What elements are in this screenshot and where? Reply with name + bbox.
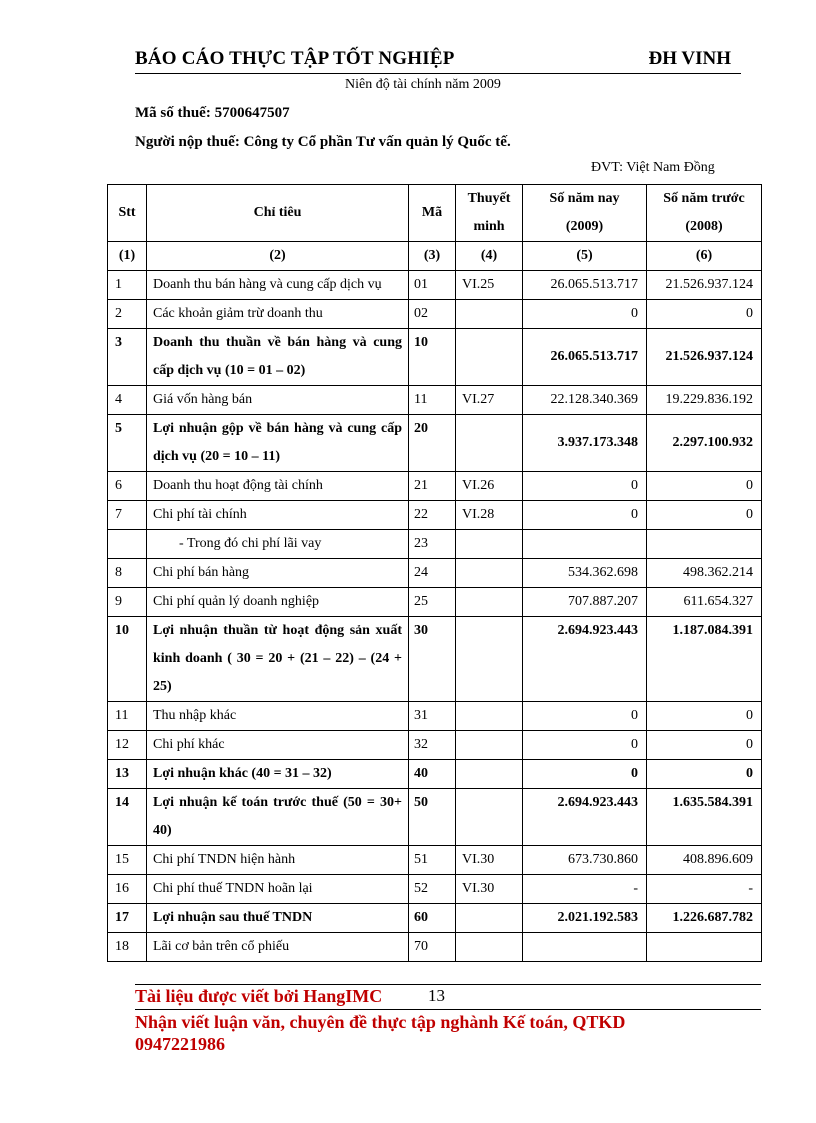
row-nam-truoc: 0 (647, 731, 762, 760)
row-stt: 7 (108, 501, 147, 530)
fiscal-year-subtitle: Niên độ tài chính năm 2009 (345, 77, 501, 92)
row-thuyet-minh: VI.30 (456, 875, 523, 904)
table-row (108, 904, 762, 933)
row-ma: 21 (409, 472, 456, 501)
header-nam-nay-line1: Số năm nay (549, 191, 620, 206)
footer-advertisement: Nhận viết luận văn, chuyên đề thực tập nghành Kế toán, QTKD (135, 1012, 626, 1032)
row-thuyet-minh (456, 702, 523, 731)
footer-divider-bottom (135, 1009, 761, 1010)
currency-unit: ĐVT: Việt Nam Đồng (591, 160, 715, 175)
header-thuyet-minh-line2: minh (473, 219, 505, 234)
row-stt: 11 (108, 702, 147, 731)
footer-phone: 0947221986 (135, 1034, 225, 1054)
row-thuyet-minh: VI.26 (456, 472, 523, 501)
row-thuyet-minh: VI.28 (456, 501, 523, 530)
index-cell: (5) (523, 242, 647, 271)
index-cell: (3) (409, 242, 456, 271)
row-thuyet-minh (456, 789, 523, 846)
table-row (108, 271, 762, 300)
row-chi-tieu: Chi phí thuế TNDN hoãn lại (147, 875, 409, 904)
row-ma: 30 (409, 617, 456, 702)
header-chi-tieu: Chỉ tiêu (147, 185, 409, 242)
row-nam-nay: 0 (523, 472, 647, 501)
table-row (108, 588, 762, 617)
page-number: 13 (428, 986, 445, 1005)
row-nam-nay: 534.362.698 (523, 559, 647, 588)
row-chi-tieu: Giá vốn hàng bán (147, 386, 409, 415)
header-nam-truoc-line1: Số năm trước (663, 191, 745, 206)
row-stt: 2 (108, 300, 147, 329)
row-stt: 14 (108, 789, 147, 846)
row-stt: 4 (108, 386, 147, 415)
row-nam-nay: 2.021.192.583 (523, 904, 647, 933)
row-stt: 9 (108, 588, 147, 617)
row-nam-nay (523, 530, 647, 559)
table-row (108, 530, 762, 559)
row-ma: 52 (409, 875, 456, 904)
row-chi-tieu: Chi phí tài chính (147, 501, 409, 530)
income-statement-table (107, 184, 762, 962)
row-nam-truoc (647, 530, 762, 559)
row-stt: 18 (108, 933, 147, 962)
row-ma: 20 (409, 415, 456, 472)
row-nam-truoc: 0 (647, 702, 762, 731)
page-header (135, 48, 741, 72)
header-nam-truoc-line2: (2008) (685, 219, 723, 234)
row-thuyet-minh (456, 415, 523, 472)
row-nam-nay: 673.730.860 (523, 846, 647, 875)
row-ma: 02 (409, 300, 456, 329)
row-ma: 32 (409, 731, 456, 760)
row-nam-truoc: 0 (647, 760, 762, 789)
row-ma: 23 (409, 530, 456, 559)
tax-code: Mã số thuế: 5700647507 (135, 105, 290, 121)
row-chi-tieu: Chi phí TNDN hiện hành (147, 846, 409, 875)
header-divider (135, 73, 741, 74)
row-ma: 31 (409, 702, 456, 731)
row-stt: 1 (108, 271, 147, 300)
row-stt: 16 (108, 875, 147, 904)
row-chi-tieu: Chi phí bán hàng (147, 559, 409, 588)
row-ma: 24 (409, 559, 456, 588)
table-row (108, 329, 762, 386)
header-ma: Mã (409, 185, 456, 242)
row-stt: 3 (108, 329, 147, 386)
row-chi-tieu: Lợi nhuận thuần từ hoạt động sản xuất kinh doanh ( 30 = 20 + (21 – 22) – (24 + 25) (147, 617, 409, 702)
row-ma: 25 (409, 588, 456, 617)
row-stt: 10 (108, 617, 147, 702)
row-thuyet-minh (456, 588, 523, 617)
header-nam-nay-line2: (2009) (565, 219, 604, 234)
row-nam-truoc: 408.896.609 (647, 846, 762, 875)
taxpayer-name: Người nộp thuế: Công ty Cổ phần Tư vấn quản lý Quốc tế. (135, 134, 511, 150)
index-cell: (2) (147, 242, 409, 271)
row-nam-nay: 707.887.207 (523, 588, 647, 617)
column-index-row (108, 242, 762, 271)
row-chi-tieu: - Trong đó chi phí lãi vay (147, 530, 409, 559)
row-nam-nay (523, 933, 647, 962)
row-stt: 6 (108, 472, 147, 501)
row-thuyet-minh (456, 904, 523, 933)
row-ma: 01 (409, 271, 456, 300)
school-name: ĐH VINH (648, 48, 731, 69)
table-row (108, 875, 762, 904)
row-nam-truoc: 1.635.584.391 (647, 789, 762, 846)
row-nam-truoc: 611.654.327 (647, 588, 762, 617)
row-ma: 50 (409, 789, 456, 846)
row-chi-tieu: Lợi nhuận gộp về bán hàng và cung cấp dịch vụ (20 = 10 – 11) (147, 415, 409, 472)
row-nam-nay: 26.065.513.717 (523, 271, 647, 300)
row-nam-nay: 0 (523, 731, 647, 760)
row-thuyet-minh (456, 617, 523, 702)
row-nam-nay: 0 (523, 760, 647, 789)
index-cell: (6) (647, 242, 762, 271)
row-stt (108, 530, 147, 559)
row-thuyet-minh (456, 731, 523, 760)
row-thuyet-minh: VI.27 (456, 386, 523, 415)
row-stt: 13 (108, 760, 147, 789)
row-ma: 22 (409, 501, 456, 530)
row-ma: 10 (409, 329, 456, 386)
row-thuyet-minh (456, 300, 523, 329)
row-ma: 11 (409, 386, 456, 415)
table-row (108, 933, 762, 962)
row-chi-tieu: Doanh thu thuần về bán hàng và cung cấp dịch vụ (10 = 01 – 02) (147, 329, 409, 386)
row-chi-tieu: Doanh thu hoạt động tài chính (147, 472, 409, 501)
row-stt: 12 (108, 731, 147, 760)
row-ma: 60 (409, 904, 456, 933)
index-cell: (4) (456, 242, 523, 271)
row-nam-nay: 22.128.340.369 (523, 386, 647, 415)
footer-author: Tài liệu được viết bởi HangIMC (135, 986, 383, 1006)
row-chi-tieu: Chi phí quản lý doanh nghiệp (147, 588, 409, 617)
row-nam-nay: 3.937.173.348 (523, 415, 647, 472)
row-thuyet-minh: VI.30 (456, 846, 523, 875)
row-chi-tieu: Các khoản giảm trừ doanh thu (147, 300, 409, 329)
row-nam-truoc: 19.229.836.192 (647, 386, 762, 415)
table-row (108, 702, 762, 731)
header-nam-truoc (647, 185, 762, 242)
row-ma: 70 (409, 933, 456, 962)
row-chi-tieu: Lãi cơ bản trên cổ phiếu (147, 933, 409, 962)
row-nam-truoc: 0 (647, 472, 762, 501)
table-row (108, 731, 762, 760)
row-chi-tieu: Thu nhập khác (147, 702, 409, 731)
row-thuyet-minh (456, 329, 523, 386)
report-title: BÁO CÁO THỰC TẬP TỐT NGHIỆP (135, 48, 455, 69)
row-nam-nay: - (523, 875, 647, 904)
row-stt: 17 (108, 904, 147, 933)
row-nam-truoc (647, 933, 762, 962)
header-nam-nay (523, 185, 647, 242)
table-row (108, 386, 762, 415)
table-row (108, 472, 762, 501)
row-chi-tieu: Lợi nhuận khác (40 = 31 – 32) (147, 760, 409, 789)
row-nam-truoc: 0 (647, 300, 762, 329)
table-row (108, 760, 762, 789)
row-thuyet-minh (456, 760, 523, 789)
table-row (108, 501, 762, 530)
row-nam-truoc: 1.187.084.391 (647, 617, 762, 702)
table-row (108, 846, 762, 875)
row-thuyet-minh (456, 933, 523, 962)
row-chi-tieu: Doanh thu bán hàng và cung cấp dịch vụ (147, 271, 409, 300)
table-row (108, 559, 762, 588)
table-row (108, 789, 762, 846)
index-cell: (1) (108, 242, 147, 271)
row-chi-tieu: Lợi nhuận sau thuế TNDN (147, 904, 409, 933)
row-ma: 51 (409, 846, 456, 875)
header-stt: Stt (108, 185, 147, 242)
table-row (108, 300, 762, 329)
row-nam-nay: 0 (523, 300, 647, 329)
row-nam-truoc: 498.362.214 (647, 559, 762, 588)
row-nam-truoc: 1.226.687.782 (647, 904, 762, 933)
table-row (108, 617, 762, 702)
row-nam-truoc: - (647, 875, 762, 904)
row-chi-tieu: Lợi nhuận kế toán trước thuế (50 = 30+ 40) (147, 789, 409, 846)
row-nam-truoc: 0 (647, 501, 762, 530)
row-nam-truoc: 21.526.937.124 (647, 329, 762, 386)
row-thuyet-minh: VI.25 (456, 271, 523, 300)
header-thuyet-minh (456, 185, 523, 242)
row-chi-tieu: Chi phí khác (147, 731, 409, 760)
row-nam-truoc: 21.526.937.124 (647, 271, 762, 300)
row-nam-nay: 2.694.923.443 (523, 789, 647, 846)
row-nam-nay: 0 (523, 702, 647, 731)
row-nam-nay: 0 (523, 501, 647, 530)
table-row (108, 415, 762, 472)
row-stt: 15 (108, 846, 147, 875)
row-stt: 5 (108, 415, 147, 472)
row-nam-nay: 26.065.513.717 (523, 329, 647, 386)
footer-divider-top (135, 984, 761, 985)
row-nam-truoc: 2.297.100.932 (647, 415, 762, 472)
row-thuyet-minh (456, 559, 523, 588)
row-thuyet-minh (456, 530, 523, 559)
row-stt: 8 (108, 559, 147, 588)
row-ma: 40 (409, 760, 456, 789)
row-nam-nay: 2.694.923.443 (523, 617, 647, 702)
table-header-row (108, 185, 762, 242)
header-thuyet-minh-line1: Thuyết (467, 191, 511, 206)
